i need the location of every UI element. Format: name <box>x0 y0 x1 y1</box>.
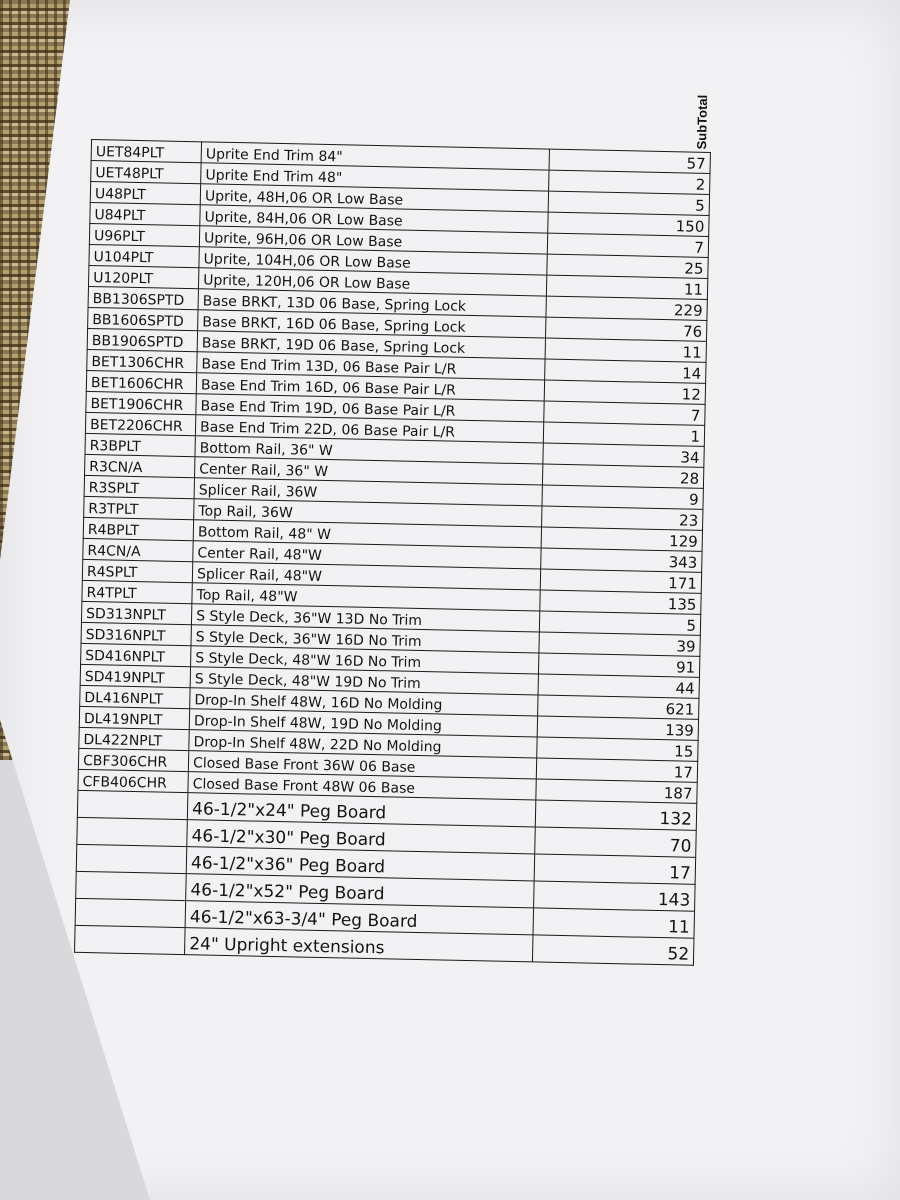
part-code-cell: U96PLT <box>89 223 199 246</box>
description-cell: 24" Upright extensions <box>185 928 534 962</box>
description-cell: Uprite, 48H,06 OR Low Base <box>200 184 549 212</box>
parts-table-body <box>75 140 711 966</box>
subtotal-cell: 14 <box>545 359 706 383</box>
description-cell: Splicer Rail, 36W <box>194 478 543 506</box>
subtotal-cell: 39 <box>539 632 700 656</box>
subtotal-cell: 7 <box>548 233 709 257</box>
subtotal-cell: 28 <box>543 464 704 488</box>
description-cell: Bottom Rail, 48" W <box>193 520 542 548</box>
subtotal-cell: 129 <box>542 527 703 551</box>
description-cell: Splicer Rail, 48"W <box>192 562 541 590</box>
part-code-cell: CBF306CHR <box>78 748 188 771</box>
description-cell: Base BRKT, 16D 06 Base, Spring Lock <box>198 310 547 338</box>
parts-list-document <box>74 95 712 966</box>
subtotal-header: SubTotal <box>693 94 711 150</box>
description-cell: Uprite, 120H,06 OR Low Base <box>199 268 548 296</box>
part-code-cell: SD313NPLT <box>81 601 191 624</box>
part-code-cell: BB1906SPTD <box>87 328 197 351</box>
description-cell: 46-1/2"x36" Peg Board <box>186 847 535 881</box>
part-code-cell: R3CN/A <box>85 454 195 477</box>
subtotal-cell: 11 <box>546 338 707 362</box>
subtotal-cell: 5 <box>540 611 701 635</box>
part-code-cell: SD416NPLT <box>81 643 191 666</box>
description-cell: S Style Deck, 36"W 13D No Trim <box>191 604 540 632</box>
part-code-cell: UET48PLT <box>91 160 201 183</box>
description-cell: Drop-In Shelf 48W, 16D No Molding <box>190 688 539 716</box>
subtotal-cell: 171 <box>541 569 702 593</box>
subtotal-cell: 57 <box>549 149 710 173</box>
subtotal-cell: 11 <box>547 275 708 299</box>
description-cell: 46-1/2"x24" Peg Board <box>187 793 536 827</box>
subtotal-cell: 139 <box>538 716 699 740</box>
part-code-cell: R4SPLT <box>82 559 192 582</box>
subtotal-cell: 25 <box>547 254 708 278</box>
part-code-cell: DL419NPLT <box>79 706 189 729</box>
part-code-cell <box>75 898 186 927</box>
description-cell: 46-1/2"x52" Peg Board <box>186 874 535 908</box>
description-cell: Top Rail, 48"W <box>192 583 541 611</box>
subtotal-cell: 5 <box>549 191 710 215</box>
subtotal-cell: 9 <box>542 485 703 509</box>
description-cell: Uprite, 104H,06 OR Low Base <box>199 247 548 275</box>
subtotal-cell: 44 <box>538 674 699 698</box>
subtotal-cell: 343 <box>541 548 702 572</box>
subtotal-cell: 621 <box>538 695 699 719</box>
subtotal-cell: 17 <box>535 854 696 884</box>
subtotal-cell: 2 <box>549 170 710 194</box>
description-cell: Uprite End Trim 48" <box>201 163 550 191</box>
description-cell: Uprite, 84H,06 OR Low Base <box>200 205 549 233</box>
part-code-cell: BET2206CHR <box>85 412 195 435</box>
part-code-cell: SD316NPLT <box>81 622 191 645</box>
subtotal-cell: 17 <box>537 758 698 782</box>
subtotal-cell: 135 <box>540 590 701 614</box>
part-code-cell: BB1306SPTD <box>88 286 198 309</box>
part-code-cell: R4CN/A <box>83 538 193 561</box>
subtotal-cell: 132 <box>536 800 697 830</box>
description-cell: Drop-In Shelf 48W, 22D No Molding <box>189 730 538 758</box>
subtotal-cell: 91 <box>539 653 700 677</box>
description-cell: Uprite, 96H,06 OR Low Base <box>199 226 548 254</box>
part-code-cell: DL422NPLT <box>79 727 189 750</box>
part-code-cell: BET1606CHR <box>86 370 196 393</box>
part-code-cell: DL416NPLT <box>80 685 190 708</box>
description-cell: Bottom Rail, 36" W <box>195 436 544 464</box>
description-cell: Drop-In Shelf 48W, 19D No Molding <box>189 709 538 737</box>
description-cell: Base BRKT, 13D 06 Base, Spring Lock <box>198 289 547 317</box>
description-cell: Uprite End Trim 84" <box>201 142 550 170</box>
part-code-cell: R3BPLT <box>85 433 195 456</box>
part-code-cell <box>75 925 186 954</box>
description-cell: Top Rail, 36W <box>194 499 543 527</box>
description-cell: Base BRKT, 19D 06 Base, Spring Lock <box>197 331 546 359</box>
part-code-cell: R3TPLT <box>84 496 194 519</box>
part-code-cell: BET1306CHR <box>87 349 197 372</box>
description-cell: Center Rail, 48"W <box>193 541 542 569</box>
description-cell: Closed Base Front 36W 06 Base <box>188 751 537 779</box>
part-code-cell: U120PLT <box>88 265 198 288</box>
part-code-cell: R3SPLT <box>84 475 194 498</box>
description-cell: S Style Deck, 48"W 16D No Trim <box>191 646 540 674</box>
subtotal-cell: 76 <box>546 317 707 341</box>
part-code-cell: BET1906CHR <box>86 391 196 414</box>
part-code-cell: BB1606SPTD <box>88 307 198 330</box>
description-cell: S Style Deck, 48"W 19D No Trim <box>190 667 539 695</box>
subtotal-cell: 52 <box>533 935 694 965</box>
part-code-cell <box>77 817 188 846</box>
subtotal-cell: 7 <box>544 401 705 425</box>
part-code-cell: R4BPLT <box>83 517 193 540</box>
subtotal-cell: 15 <box>537 737 698 761</box>
part-code-cell: SD419NPLT <box>80 664 190 687</box>
part-code-cell <box>76 871 187 900</box>
description-cell: Center Rail, 36" W <box>195 457 544 485</box>
subtotal-cell: 1 <box>544 422 705 446</box>
subtotal-cell: 23 <box>542 506 703 530</box>
description-cell: Base End Trim 13D, 06 Base Pair L/R <box>197 352 546 380</box>
part-code-cell: CFB406CHR <box>78 769 188 792</box>
part-code-cell <box>76 844 187 873</box>
part-code-cell: U84PLT <box>90 202 200 225</box>
description-cell: S Style Deck, 36"W 16D No Trim <box>191 625 540 653</box>
description-cell: Base End Trim 16D, 06 Base Pair L/R <box>196 373 545 401</box>
description-cell: 46-1/2"x63-3/4" Peg Board <box>185 901 534 935</box>
subtotal-cell: 187 <box>536 779 697 803</box>
part-code-cell: U48PLT <box>90 181 200 204</box>
subtotal-cell: 34 <box>543 443 704 467</box>
part-code-cell: U104PLT <box>89 244 199 267</box>
subtotal-cell: 11 <box>533 908 694 938</box>
subtotal-cell: 229 <box>546 296 707 320</box>
subtotal-cell: 143 <box>534 881 695 911</box>
description-cell: Base End Trim 22D, 06 Base Pair L/R <box>195 415 544 443</box>
part-code-cell: R4TPLT <box>82 580 192 603</box>
subtotal-cell: 70 <box>535 827 696 857</box>
description-cell: Closed Base Front 48W 06 Base <box>188 772 537 800</box>
parts-table <box>74 139 711 966</box>
part-code-cell <box>77 790 188 819</box>
description-cell: Base End Trim 19D, 06 Base Pair L/R <box>196 394 545 422</box>
subtotal-cell: 12 <box>545 380 706 404</box>
description-cell: 46-1/2"x30" Peg Board <box>187 820 536 854</box>
part-code-cell: UET84PLT <box>91 140 201 163</box>
subtotal-cell: 150 <box>548 212 709 236</box>
